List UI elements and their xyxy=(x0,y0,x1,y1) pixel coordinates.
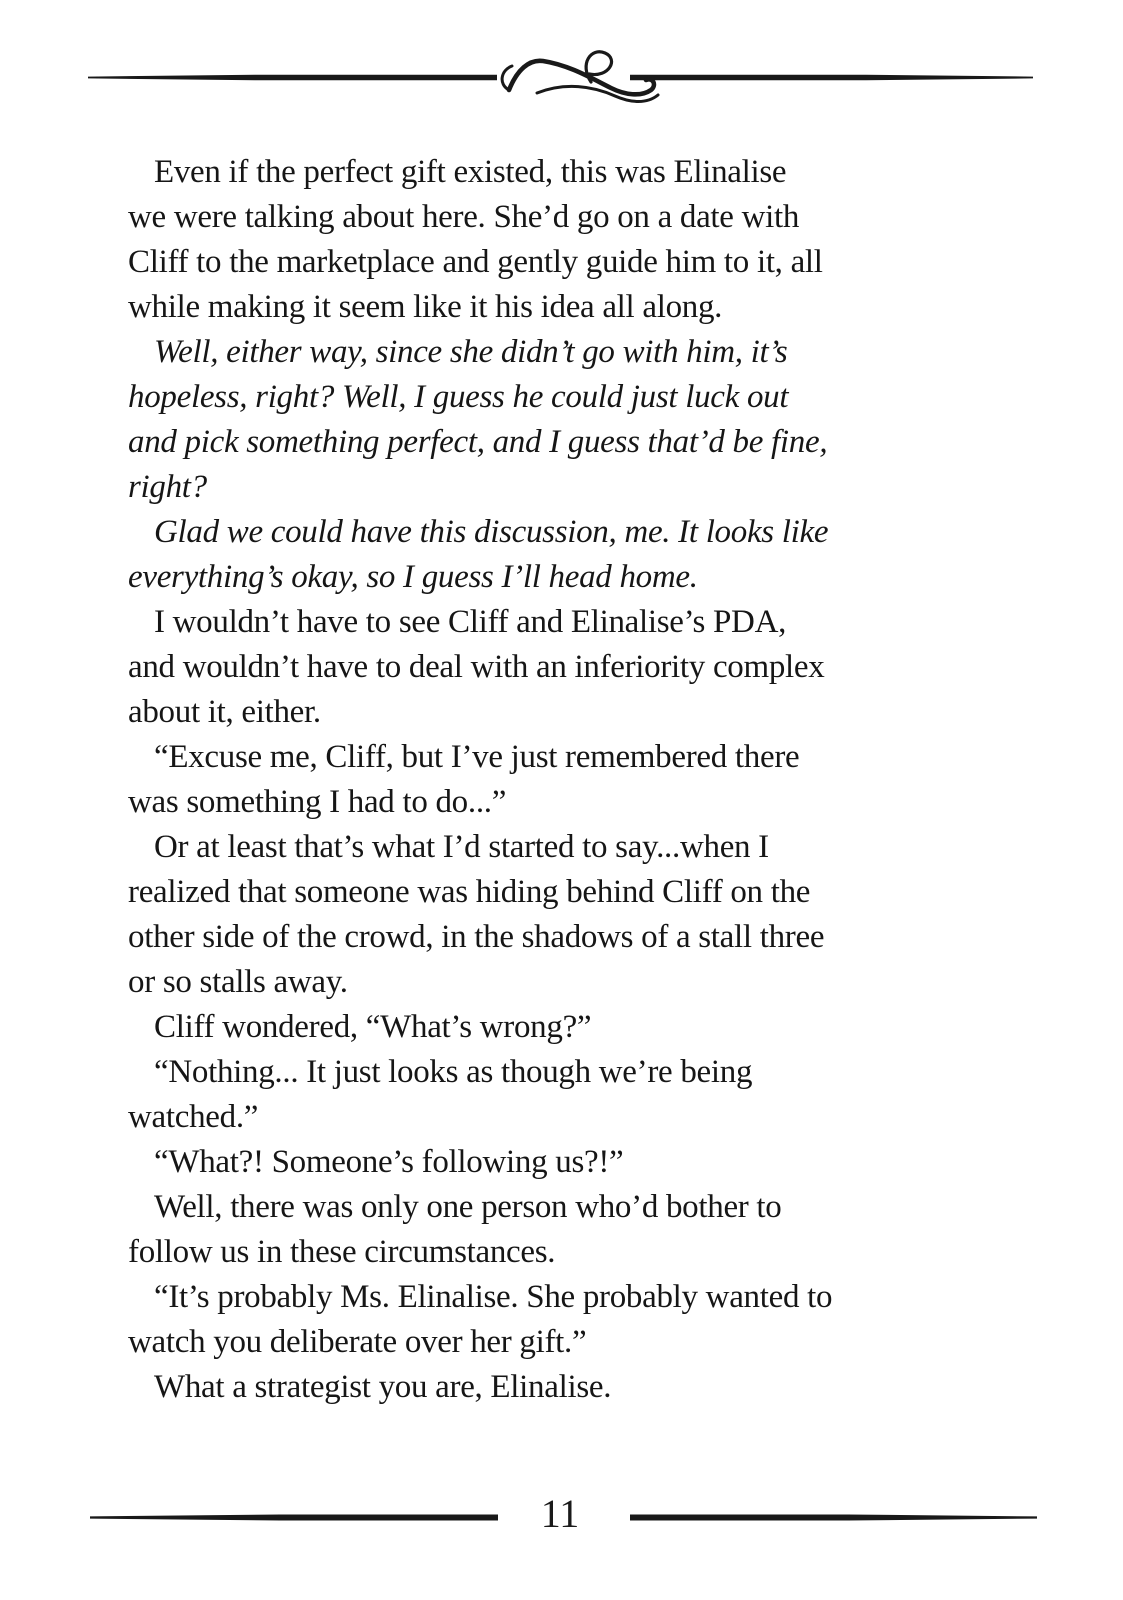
text-line: or so stalls away. xyxy=(128,964,348,1000)
header-rule-left xyxy=(88,75,497,81)
text-line: “Nothing... It just looks as though we’re being xyxy=(154,1054,753,1090)
header-rule-right xyxy=(630,75,1033,81)
text-line: Glad we could have this discussion, me. It looks like xyxy=(154,514,829,550)
text-line: “What?! Someone’s following us?!” xyxy=(154,1144,624,1180)
text-line: watch you deliberate over her gift.” xyxy=(128,1324,587,1360)
paragraph-dialogue xyxy=(128,735,1013,825)
text-line: about it, either. xyxy=(128,694,321,730)
text-line: follow us in these circumstances. xyxy=(128,1234,556,1270)
text-line: was something I had to do...” xyxy=(128,784,507,820)
paragraph xyxy=(128,1185,1013,1275)
text-line: “Excuse me, Cliff, but I’ve just remembered there xyxy=(154,739,800,775)
text-line: Well, either way, since she didn’t go with him, it’s xyxy=(154,334,788,370)
paragraph-dialogue xyxy=(128,1140,1013,1185)
divider-flourish-icon xyxy=(502,52,658,102)
footer-rule-left xyxy=(90,1515,498,1521)
paragraph-dialogue xyxy=(128,1050,1013,1140)
text-line: and wouldn’t have to deal with an inferiority complex xyxy=(128,649,825,685)
text-line: hopeless, right? Well, I guess he could just luck out xyxy=(128,379,789,415)
paragraph xyxy=(128,825,1013,1005)
text-line: right? xyxy=(128,469,207,505)
text-line: other side of the crowd, in the shadows of a stall three xyxy=(128,919,825,955)
text-line: everything’s okay, so I guess I’ll head home. xyxy=(128,559,698,595)
body-text xyxy=(128,150,1013,1410)
paragraph xyxy=(128,1365,1013,1410)
text-line: Even if the perfect gift existed, this was Elinalise xyxy=(154,154,787,190)
paragraph-inner-monologue xyxy=(128,510,1013,600)
text-line: “It’s probably Ms. Elinalise. She probably wanted to xyxy=(154,1279,833,1315)
text-line: What a strategist you are, Elinalise. xyxy=(154,1369,612,1405)
text-line: while making it seem like it his idea all along. xyxy=(128,289,723,325)
text-line: Or at least that’s what I’d started to say...when I xyxy=(154,829,769,865)
page-number: 11 xyxy=(540,1491,580,1536)
text-line: Well, there was only one person who’d bother to xyxy=(154,1189,782,1225)
text-line: we were talking about here. She’d go on a date with xyxy=(128,199,800,235)
text-line: Cliff wondered, “What’s wrong?” xyxy=(154,1009,592,1045)
paragraph xyxy=(128,150,1013,330)
paragraph-dialogue xyxy=(128,1275,1013,1365)
text-line: I wouldn’t have to see Cliff and Elinalise’s PDA, xyxy=(154,604,787,640)
text-line: Cliff to the marketplace and gently guide him to it, all xyxy=(128,244,823,280)
paragraph-inner-monologue xyxy=(128,330,1013,510)
text-line: watched.” xyxy=(128,1099,259,1135)
paragraph-dialogue xyxy=(128,1005,1013,1050)
paragraph xyxy=(128,600,1013,735)
text-line: and pick something perfect, and I guess that’d be fine, xyxy=(128,424,828,460)
footer-rule-right xyxy=(630,1515,1037,1521)
text-line: realized that someone was hiding behind Cliff on the xyxy=(128,874,811,910)
